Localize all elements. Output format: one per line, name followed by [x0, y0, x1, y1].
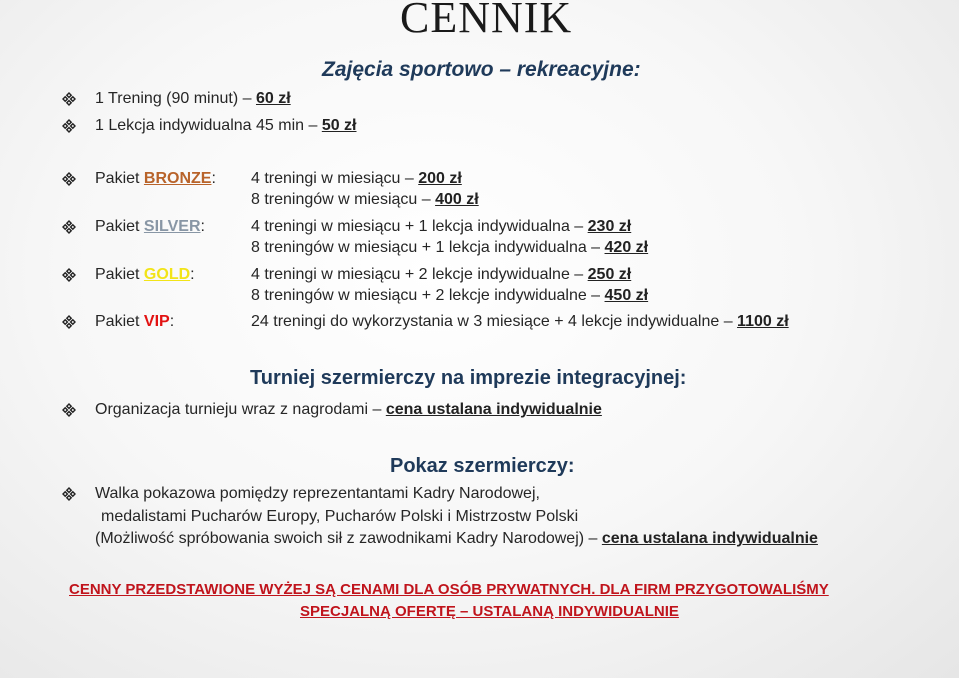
- package-line: 8 treningów w miesiącu + 2 lekcje indywidualne – 450 zł: [251, 287, 649, 304]
- list-item: [95, 115, 357, 137]
- diamond-bullet-icon: [62, 268, 76, 282]
- show-line-3: (Możliwość spróbowania swoich sił z zawodnikami Kadry Narodowej) – cena ustalana indywidualnie: [95, 530, 818, 547]
- package-label-gold: Pakiet GOLD:: [95, 266, 195, 283]
- show-title: Pokaz szermierczy:: [390, 455, 575, 477]
- notice-line-2: SPECJALNĄ OFERTĘ – USTALANĄ INDYWIDUALNIE: [300, 603, 679, 620]
- notice-line-1: CENNY PRZEDSTAWIONE WYŻEJ SĄ CENAMI DLA OSÓB PRYWATNYCH. DLA FIRM PRZYGOTOWALIŚMY: [69, 581, 829, 598]
- diamond-bullet-icon: [62, 315, 76, 329]
- package-name-bronze: BRONZE: [143, 170, 212, 187]
- diamond-bullet-icon: [62, 119, 76, 133]
- page-title: CENNIK: [400, 0, 573, 42]
- tournament-title: Turniej szermierczy na imprezie integracyjnej:: [250, 367, 687, 389]
- package-name-gold: GOLD: [143, 266, 191, 283]
- tournament-item: Organizacja turnieju wraz z nagrodami – cena ustalana indywidualnie: [95, 401, 602, 418]
- package-name-vip: VIP: [143, 313, 170, 330]
- show-line-2: medalistami Pucharów Europy, Pucharów Polski i Mistrzostw Polski: [101, 508, 579, 525]
- package-line: 4 treningi w miesiącu + 2 lekcje indywidualne – 250 zł: [251, 266, 632, 283]
- list-item: [95, 88, 291, 110]
- diamond-bullet-icon: [62, 220, 76, 234]
- package-line: 8 treningów w miesiącu + 1 lekcja indywidualna – 420 zł: [251, 239, 649, 256]
- package-line: 8 treningów w miesiącu – 400 zł: [251, 191, 479, 208]
- item-text: 1 Lekcja indywidualna 45 min –: [95, 117, 318, 134]
- package-label-vip: Pakiet VIP:: [95, 313, 175, 330]
- package-name-silver: SILVER: [143, 218, 201, 235]
- package-label-bronze: Pakiet BRONZE:: [95, 170, 216, 187]
- package-line: 4 treningi w miesiącu – 200 zł: [251, 170, 462, 187]
- item-text: 1 Trening (90 minut) –: [95, 90, 252, 107]
- package-label-silver: Pakiet SILVER:: [95, 218, 205, 235]
- diamond-bullet-icon: [62, 487, 76, 501]
- package-line: 4 treningi w miesiącu + 1 lekcja indywidualna – 230 zł: [251, 218, 632, 235]
- show-line-1: Walka pokazowa pomiędzy reprezentantami Kadry Narodowej,: [95, 485, 540, 502]
- diamond-bullet-icon: [62, 403, 76, 417]
- package-line: 24 treningi do wykorzystania w 3 miesiące + 4 lekcje indywidualne – 1100 zł: [251, 313, 789, 330]
- item-price: 60 zł: [255, 90, 291, 107]
- section-subtitle: Zajęcia sportowo – rekreacyjne:: [322, 58, 641, 81]
- diamond-bullet-icon: [62, 92, 76, 106]
- item-price: 50 zł: [321, 117, 357, 134]
- diamond-bullet-icon: [62, 172, 76, 186]
